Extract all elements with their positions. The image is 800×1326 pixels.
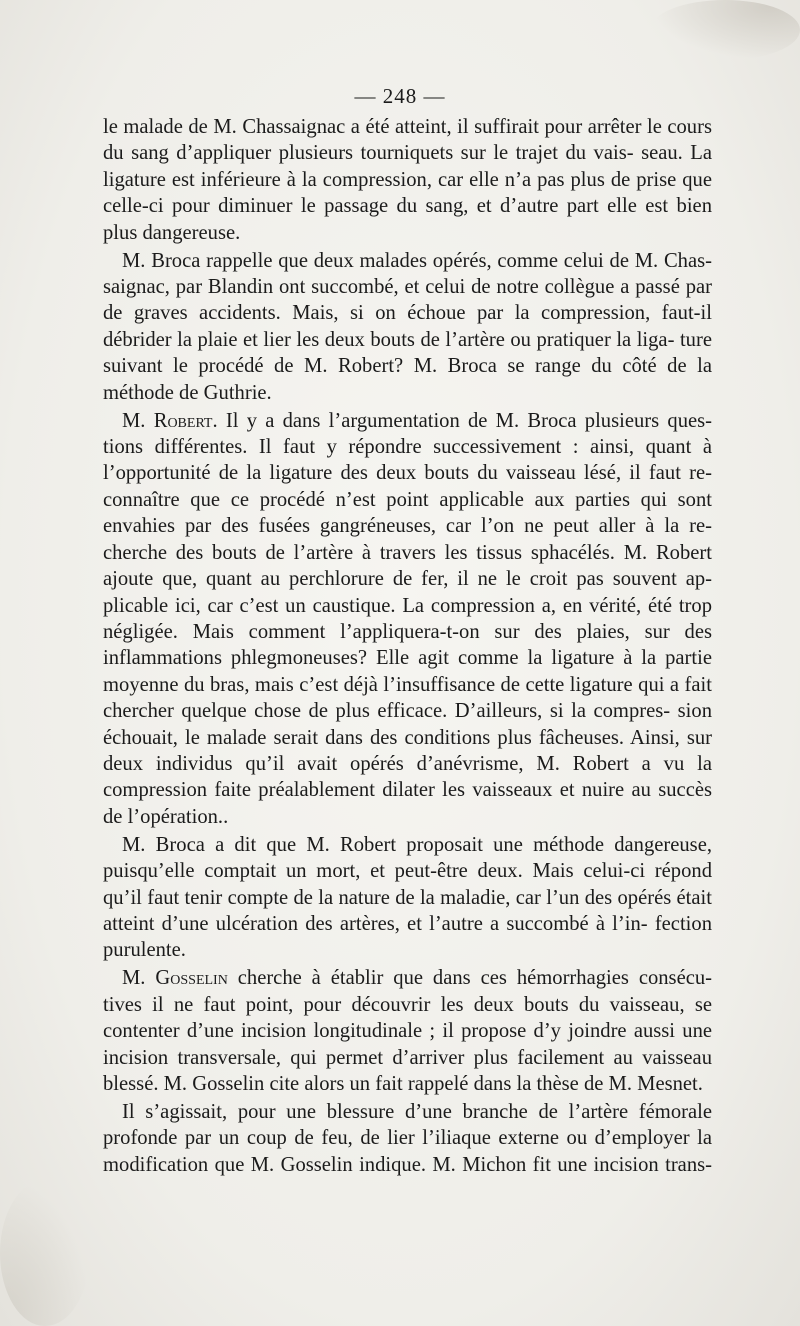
text-line: incision transversale, qui permet d’arriver plus facilement au vaisseau <box>103 1046 712 1069</box>
text-line: trop négligée. Mais comment l’appliquera-t-on sur des plaies, sur des <box>103 594 712 643</box>
speaker-prefix: M. <box>122 967 156 990</box>
body-text <box>103 114 712 1178</box>
text-line: l’opportunité de la ligature des deux bouts du vaisseau lésé, il faut re- <box>103 462 712 485</box>
text-line: ajoute que, quant au perchlorure de fer, il ne le croit pas souvent ap- <box>103 568 712 591</box>
text-line: était atteint d’une ulcération des artères, et l’autre a succombé à l’in- <box>103 886 712 935</box>
paper-stain <box>0 1180 90 1326</box>
text-line: fection purulente. <box>103 912 712 962</box>
text-line: . Il y a dans l’argumentation de M. Broca plusieurs ques- <box>212 409 712 432</box>
paragraph <box>103 1099 712 1178</box>
text-line: le malade de M. Chassaignac a été atteint, il suffirait pour arrêter le <box>103 116 662 138</box>
text-line: elle est bien plus dangereuse. <box>103 195 712 244</box>
text-line: par de graves accidents. Mais, si on échoue par la compression, faut-il <box>103 276 713 325</box>
paper-stain <box>650 0 800 60</box>
text-line: blessé. M. Gosselin cite alors un fait rappelé dans la thèse de M. Mesnet. <box>103 1073 703 1095</box>
text-line: inflammations phlegmoneuses? Elle agit comme la ligature à la partie <box>103 647 712 670</box>
speaker-prefix: M. <box>122 409 154 432</box>
text-line: de prise que celle-ci pour diminuer le passage du sang, et d’autre part <box>103 168 712 218</box>
speaker-name: Gosselin <box>155 967 228 990</box>
speaker-name: Robert <box>153 409 213 432</box>
text-line: cours du sang d’appliquer plusieurs tourniquets sur le trajet du vais- <box>103 116 712 165</box>
text-line: modification que M. Gosselin indique. M. Michon fit une incision trans- <box>103 1153 712 1176</box>
text-line: M. Broca a dit que M. Robert proposait une méthode dangereuse, <box>122 833 712 856</box>
text-line: tions différentes. Il faut y répondre successivement : ainsi, quant à <box>103 436 712 459</box>
text-line: sion échouait, le malade serait dans des conditions plus fâcheuses. <box>103 700 712 749</box>
paragraph <box>103 248 712 406</box>
text-line: saignac, par Blandin ont succombé, et celui de notre collègue a passé <box>103 276 680 299</box>
page-number: — 248 — <box>354 84 446 108</box>
text-line: ture suivant le procédé de M. Robert? M. Broca se range du côté de la <box>103 328 712 378</box>
text-line: succès de l’opération.. <box>103 779 712 828</box>
text-line: plicable ici, car c’est un caustique. La compression a, en vérité, été <box>103 594 672 617</box>
text-line: Il s’agissait, pour une blessure d’une branche de l’artère fémorale <box>122 1101 712 1123</box>
text-line: envahies par des fusées gangréneuses, car l’on ne peut aller à la re- <box>103 515 712 538</box>
text-line: puisqu’elle comptait un mort, et peut-être deux. Mais celui-ci répond <box>103 860 712 883</box>
text-line: cherche des bouts de l’artère à travers les tissus sphacélés. M. Robert <box>103 541 712 564</box>
paragraph <box>103 114 712 246</box>
text-line: vu la compression faite préalablement dilater les vaisseaux et nuire au <box>103 752 712 802</box>
paragraph <box>103 408 712 831</box>
text-line: cherche à établir que dans ces hémorrhagies consécu- <box>227 967 713 990</box>
text-line: moyenne du bras, mais c’est déjà l’insuffisance de cette ligature qui a <box>103 673 680 696</box>
paragraph <box>103 965 712 1097</box>
text-line: seau. La ligature est inférieure à la compression, car elle n’a pas plus <box>103 142 713 191</box>
text-line: Ainsi, sur deux individus qu’il avait opérés d’anévrisme, M. Robert a <box>103 726 712 775</box>
text-line: débrider la plaie et lier les deux bouts de l’artère ou pratiquer la liga- <box>103 328 675 351</box>
text-line: connaître que ce procédé n’est point applicable aux parties qui sont <box>103 488 712 511</box>
text-line: contenter d’une incision longitudinale ; il propose d’y joindre aussi une <box>103 1020 712 1043</box>
text-line: fait chercher quelque chose de plus efficace. D’ailleurs, si la compres- <box>103 673 712 723</box>
paragraph <box>103 832 712 964</box>
text-line: tives il ne faut point, pour découvrir les deux bouts du vaisseau, se <box>103 993 712 1016</box>
text-line: qu’il faut tenir compte de la nature de la maladie, car l’un des opérés <box>103 886 672 909</box>
text-line: profonde par un coup de feu, de lier l’iliaque externe ou d’employer la <box>103 1127 712 1150</box>
text-line: M. Broca rappelle que deux malades opérés, comme celui de M. Chas- <box>122 249 712 272</box>
text-line: méthode de Guthrie. <box>103 381 272 404</box>
